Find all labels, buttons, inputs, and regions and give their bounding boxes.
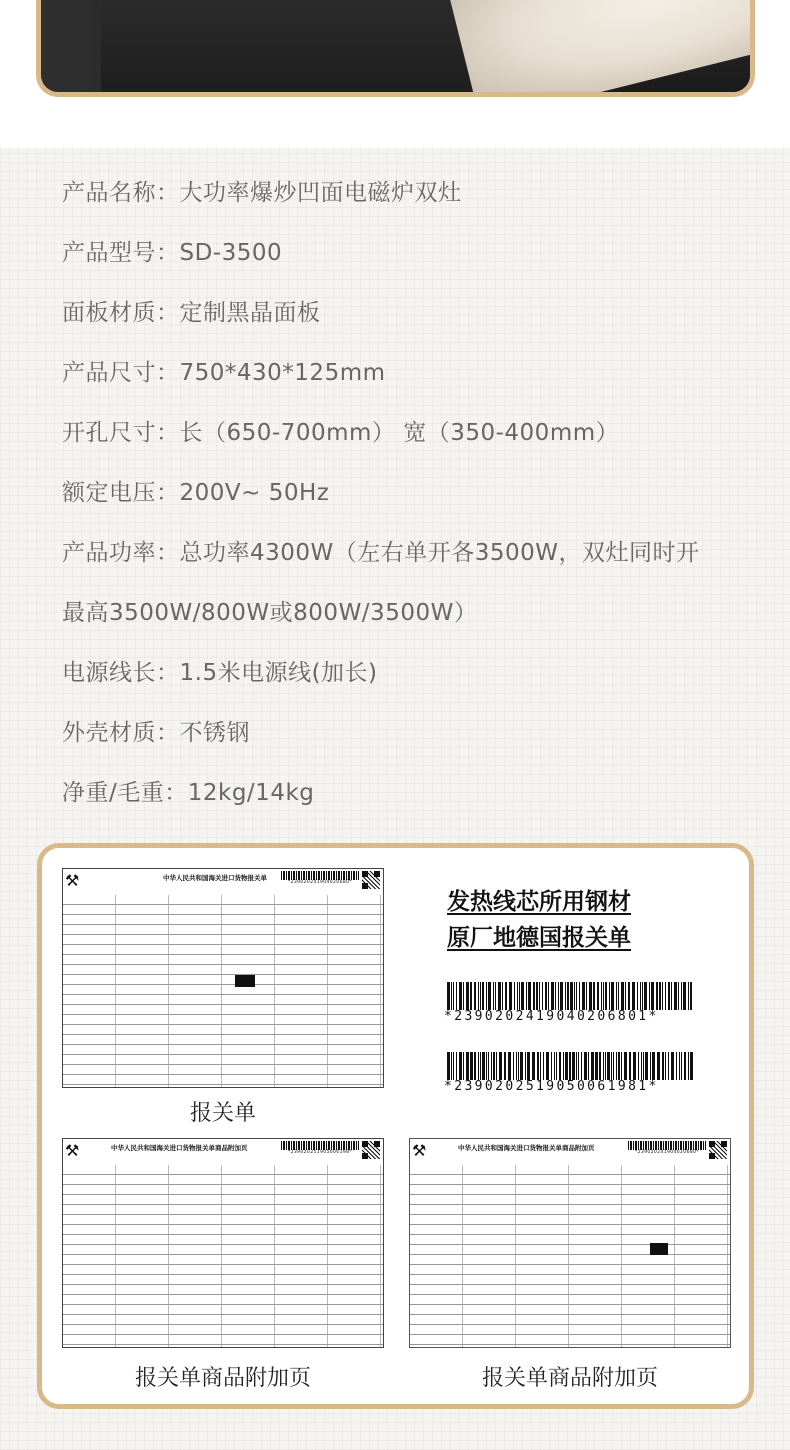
barcode-bar (576, 1052, 577, 1080)
barcode-bar (528, 982, 531, 1010)
note-steel-line1: 发热线芯所用钢材 (447, 889, 631, 915)
spec-size: 产品尺寸：750*430*125mm (62, 360, 386, 386)
barcode-bar (632, 982, 635, 1010)
qr-code-icon (362, 871, 380, 889)
barcode-bar (588, 1052, 589, 1080)
barcode-bar (690, 982, 692, 1010)
redaction-block (235, 975, 255, 987)
barcode-bar (603, 982, 604, 1010)
barcode-bar (595, 1052, 598, 1080)
barcode-bar (603, 1052, 604, 1080)
barcode-bar (567, 982, 569, 1010)
barcode-bar (676, 1052, 677, 1080)
barcode-bar (679, 1052, 680, 1080)
barcode-bar (569, 1052, 571, 1080)
attachment-title: 中华人民共和国海关进口货物报关单商品附加页 (111, 1144, 248, 1152)
barcode-bar (644, 982, 647, 1010)
barcode-bar (466, 1052, 469, 1080)
barcode-bar (628, 982, 630, 1010)
barcode-bar (453, 1052, 454, 1080)
barcode-bar (536, 982, 538, 1010)
spec-list (62, 170, 762, 830)
barcode-bar (551, 1052, 552, 1080)
barcode-bar (521, 982, 524, 1010)
barcode-bar (459, 982, 462, 1010)
barcode-bar (649, 982, 650, 1010)
attachment-barcode (281, 1141, 359, 1150)
barcode-bar (540, 1052, 541, 1080)
barcode-bar (671, 1052, 674, 1080)
barcode-bar (625, 982, 626, 1010)
document-form-grid (63, 895, 383, 1087)
barcode-bar (496, 1052, 497, 1080)
barcode-bar (560, 982, 563, 1010)
document-barcode (281, 871, 359, 880)
barcode-bar (447, 982, 450, 1010)
barcode-bar (581, 1052, 582, 1080)
barcode-bar (478, 1052, 479, 1080)
barcode-bar (565, 982, 566, 1010)
barcode-bar (499, 1052, 502, 1080)
barcode-bar (488, 1052, 489, 1080)
qr-code-icon (362, 1141, 380, 1159)
barcode-bar (488, 982, 491, 1010)
document-barcode-number: *239020241904020680* (287, 880, 353, 885)
customs-certificate-card (37, 843, 754, 1409)
barcode-bar (527, 1052, 530, 1080)
barcode-bar (641, 1052, 642, 1080)
barcode-bar (558, 982, 559, 1010)
barcode-bar (546, 1052, 549, 1080)
attachment-form-grid (410, 1165, 730, 1347)
barcode-bar (519, 982, 520, 1010)
barcode-bar (621, 1052, 622, 1080)
spec-cord-length: 电源线长：1.5米电源线(加长) (62, 660, 378, 686)
barcode-bar (690, 1052, 693, 1080)
barcode-bar (459, 1052, 462, 1080)
barcode-bar (570, 982, 573, 1010)
barcode-bar (584, 1052, 587, 1080)
spec-product-name: 产品名称：大功率爆炒凹面电磁炉双灶 (62, 180, 462, 206)
barcode-bar (463, 982, 464, 1010)
barcode-bar (659, 982, 661, 1010)
barcode-bar (591, 1052, 594, 1080)
barcode-bar (518, 1052, 519, 1080)
barcode-bar (645, 1052, 648, 1080)
barcode-bar (633, 1052, 636, 1080)
customs-declaration-document (62, 868, 384, 1088)
barcode-bar (493, 982, 494, 1010)
barcode-bar (520, 1052, 523, 1080)
barcode-bar (674, 982, 677, 1010)
attachment-page-2 (409, 1138, 731, 1348)
barcode-1 (447, 982, 695, 1010)
barcode-bar (482, 1052, 485, 1080)
spec-power: 产品功率：总功率4300W（左右单开各3500W，双灶同时开 (62, 540, 700, 566)
barcode-bar (611, 982, 614, 1010)
barcode-bar (643, 1052, 644, 1080)
barcode-bar (665, 1052, 666, 1080)
barcode-bar (662, 1052, 664, 1080)
barcode-bar (683, 982, 686, 1010)
barcode-bar (579, 982, 580, 1010)
barcode-bar (480, 982, 481, 1010)
qr-code-icon (709, 1141, 727, 1159)
barcode-bar (599, 1052, 601, 1080)
barcode-bar (681, 982, 682, 1010)
top-band (0, 0, 790, 148)
barcode-bar (555, 982, 556, 1010)
redaction-block (650, 1243, 668, 1255)
customs-emblem-icon: ⚒ (412, 1141, 427, 1160)
barcode-bar (508, 1052, 511, 1080)
barcode-bar (684, 1052, 686, 1080)
barcode-bar (597, 982, 599, 1010)
spec-panel-material: 面板材质：定制黑晶面板 (62, 300, 321, 326)
barcode-bar (651, 982, 654, 1010)
barcode-bar (447, 1052, 450, 1080)
barcode-bar (609, 982, 610, 1010)
barcode-bar (668, 1052, 669, 1080)
barcode-bar (611, 1052, 612, 1080)
barcode-bar (495, 982, 496, 1010)
barcode-bar (678, 982, 679, 1010)
barcode-bar (532, 1052, 535, 1080)
barcode-bar (514, 982, 515, 1010)
attachment-header (63, 1139, 383, 1165)
barcode-bar (548, 982, 549, 1010)
barcode-bar (470, 1052, 473, 1080)
barcode-bar (578, 1052, 579, 1080)
barcode-bar (593, 982, 595, 1010)
barcode-bar (624, 1052, 627, 1080)
barcode-bar (662, 982, 663, 1010)
barcode-bar (656, 982, 658, 1010)
spec-shell-material: 外壳材质：不锈钢 (62, 720, 250, 746)
customs-emblem-icon: ⚒ (65, 871, 80, 890)
product-photo (36, 0, 755, 97)
barcode-bar (526, 982, 527, 1010)
barcode-bar (456, 1052, 457, 1080)
barcode-bar (556, 1052, 557, 1080)
barcode-bar (478, 982, 479, 1010)
spec-voltage: 额定电压：200V~ 50Hz (62, 480, 330, 506)
barcode-2-number: *2390202519050061981* (444, 1079, 659, 1094)
barcode-bar (688, 1052, 689, 1080)
customs-emblem-icon: ⚒ (65, 1141, 80, 1160)
barcode-bar (505, 982, 507, 1010)
barcode-bar (498, 982, 501, 1010)
barcode-bar (504, 1052, 506, 1080)
spec-weight: 净重/毛重：12kg/14kg (62, 780, 315, 806)
attachment-barcode (628, 1141, 706, 1150)
attachment-barcode-number: *239020251905006198* (287, 1150, 353, 1155)
barcode-bar (551, 982, 554, 1010)
barcode-bar (613, 1052, 614, 1080)
barcode-bar (509, 982, 512, 1010)
barcode-bar (451, 1052, 452, 1080)
barcode-1-number: *2390202419040206801* (444, 1009, 659, 1024)
barcode-bar (618, 982, 619, 1010)
barcode-bar (517, 982, 518, 1010)
barcode-bar (563, 1052, 564, 1080)
barcode-bar (463, 1052, 464, 1080)
barcode-bar (542, 982, 543, 1010)
barcode-bar (668, 982, 670, 1010)
spec-power-continued: 最高3500W/800W或800W/3500W） (62, 600, 478, 626)
caption-attachment-page-2: 报关单商品附加页 (481, 1366, 658, 1391)
document-header (63, 869, 383, 895)
barcode-bar (589, 982, 592, 1010)
attachment-page-1 (62, 1138, 384, 1348)
barcode-bar (537, 1052, 539, 1080)
attachment-barcode-number: *239020241904020680* (634, 1150, 700, 1155)
barcode-bar (657, 1052, 660, 1080)
barcode-bar (629, 1052, 631, 1080)
barcode-bar (652, 1052, 655, 1080)
barcode-bar (502, 982, 503, 1010)
barcode-bar (559, 1052, 561, 1080)
attachment-title: 中华人民共和国海关进口货物报关单商品附加页 (458, 1144, 595, 1152)
barcode-bar (480, 1052, 481, 1080)
barcode-bar (665, 982, 666, 1010)
barcode-bar (539, 982, 540, 1010)
barcode-bar (605, 1052, 606, 1080)
barcode-bar (681, 1052, 682, 1080)
barcode-2 (447, 1052, 695, 1080)
barcode-bar (516, 1052, 517, 1080)
barcode-bar (543, 1052, 544, 1080)
barcode-bar (618, 1052, 620, 1080)
barcode-bar (456, 982, 457, 1010)
barcode-bar (491, 1052, 492, 1080)
barcode-bar (574, 982, 575, 1010)
barcode-bar (545, 982, 547, 1010)
barcode-bar (637, 982, 638, 1010)
barcode-bar (586, 982, 587, 1010)
barcode-bar (640, 982, 641, 1010)
barcode-bar (582, 982, 585, 1010)
barcode-bar (616, 982, 617, 1010)
barcode-bar (474, 1052, 476, 1080)
attachment-form-grid (63, 1165, 383, 1347)
barcode-bar (572, 1052, 575, 1080)
barcode-bar (671, 982, 672, 1010)
barcode-bar (607, 1052, 610, 1080)
document-title: 中华人民共和国海关进口货物报关单 (163, 874, 267, 882)
barcode-bar (493, 1052, 495, 1080)
note-steel-line2: 原厂地德国报关单 (447, 925, 631, 951)
barcode-bar (482, 982, 484, 1010)
barcode-bar (451, 982, 452, 1010)
spec-cutout-size: 开孔尺寸：长（650-700mm） 宽（350-400mm） (62, 420, 620, 446)
caption-attachment-page-1: 报关单商品附加页 (134, 1366, 311, 1391)
barcode-bar (621, 982, 624, 1010)
barcode-bar (565, 1052, 568, 1080)
barcode-bar (642, 982, 643, 1010)
barcode-bar (453, 982, 454, 1010)
spec-model: 产品型号：SD-3500 (62, 240, 283, 266)
caption-customs-declaration: 报关单 (189, 1101, 256, 1126)
barcode-bar (486, 982, 487, 1010)
barcode-bar (525, 1052, 526, 1080)
barcode-bar (616, 1052, 617, 1080)
barcode-bar (470, 982, 472, 1010)
barcode-bar (605, 982, 607, 1010)
barcode-bar (533, 982, 535, 1010)
barcode-bar (638, 1052, 639, 1080)
barcode-bar (650, 1052, 651, 1080)
barcode-bar (554, 1052, 555, 1080)
barcode-bar (474, 982, 476, 1010)
barcode-bar (513, 1052, 514, 1080)
barcode-bar (466, 982, 469, 1010)
barcode-bar (601, 982, 602, 1010)
attachment-header (410, 1139, 730, 1165)
barcode-bar (576, 982, 577, 1010)
barcode-bar (486, 1052, 487, 1080)
barcode-bar (688, 982, 689, 1010)
